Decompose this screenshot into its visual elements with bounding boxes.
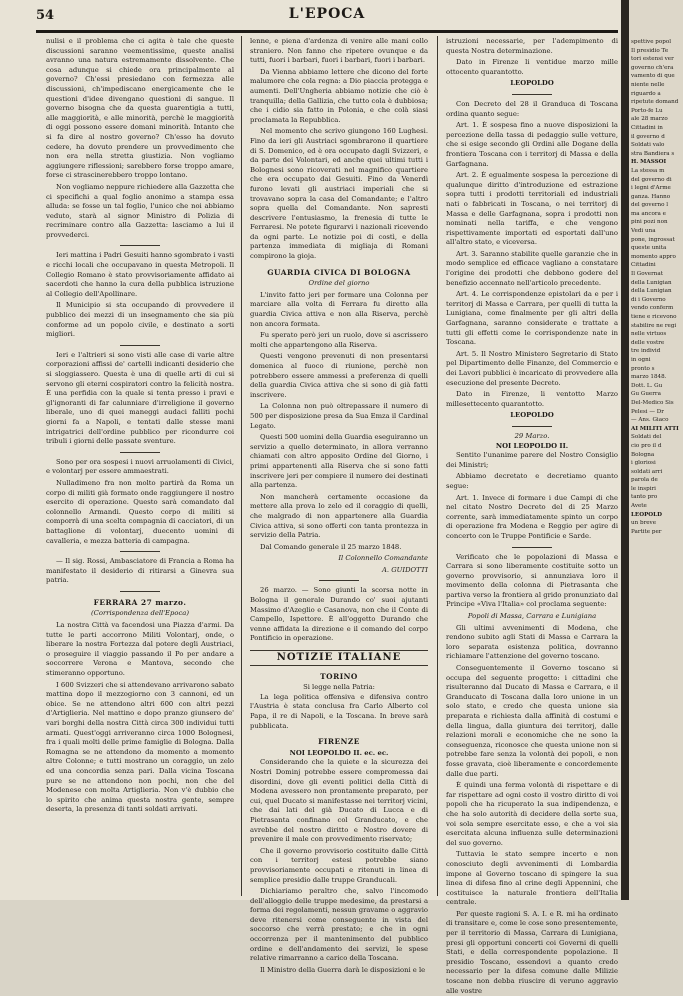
strip-line: delle vostre — [631, 339, 665, 346]
column-3 — [446, 37, 619, 995]
paragraph: Sono per ora sospesi i nuovi arruolamenti di Civici, e volontarj per essere ammaestrati. — [46, 457, 234, 476]
paragraph: Dal Comando generale il 25 marzo 1848. — [260, 542, 402, 551]
page-header — [36, 6, 618, 28]
section-subtitle: Si legge nella Patria: — [303, 683, 375, 692]
column-1 — [46, 37, 234, 895]
paragraph: I 600 Svizzeri che si attendevano arrivarono sabato mattina dopo il mezzogiorno con 3 cannoni, ed un obice. Se ne attendono altri 600 con altri pezzi d'Artiglieria. Nel mattino e dopo pranzo giunsero de' vari borghi della nostra Città circa 300 individui tutti armati. Quest'oggi arriveranno circa 1000 Bolognesi, fra i quali molti delle prime famiglie di Bologna. Dalla Romagna se ne attendono da momento a momento altre Colonne; e tutti mostrano un coraggio, un zelo ed una concordia senza pari. Dalla vicina Toscana pure se ne attendono non pochi, non che del Modenese con molta Artiglieria. Non v'è dubbio che lo spirito che anima questa nostra gente, sempre deserta, la presenza di tanti soldati arrivati. — [46, 680, 234, 814]
strip-line: — Ans. Giaco — [631, 417, 669, 424]
paragraph: Art. 1. È sospesa fino a nuove disposizioni la percezione della tassa di pedaggio sulle vetture, che si esige secondo gli Ordini alle Dogane della frontiera Toscana con i territorj di Massa e della Garfagnana. — [446, 121, 618, 168]
strip-line: Gu Guerra — [631, 391, 661, 398]
paragraph: Non vogliamo neppure richiedere alla Gazzetta che ci specifichi a qual foglio anonimo a stampa essa alluda: se fosse un tal foglio, l'unico che noi abbiamo veduto, starà al signor Ministro di Polizia di recriminare contro alla Gazzetta: lasciamo a lui il provvederci. — [46, 182, 234, 239]
strip-line: tiene e ricevono — [631, 314, 677, 320]
strip-line: pone, ingrossat — [631, 236, 675, 243]
strip-line: vendo conferm — [631, 305, 674, 312]
paragraph: istruzioni necessarie, per l'adempimento di questa Nostra determinazione. — [446, 37, 618, 55]
paragraph: Abbiamo decretato e decretiamo quanto segue: — [446, 472, 618, 490]
strip-line: Pelesi — Dr — [631, 408, 664, 415]
separator — [512, 94, 552, 95]
section-title-firenze: FIRENZE — [318, 737, 360, 747]
strip-line: spettive popol — [631, 39, 671, 45]
paragraph: Gli ultimi avvenimenti di Modena, che rendono subito agli Stati di Massa e Carrara la loro separata esistenza politica, dovranno richiamare l'attenzione del governo toscano. — [446, 623, 618, 661]
strip-line: ale 28 marzo — [631, 116, 668, 123]
separator — [120, 452, 160, 453]
paragraph: Art. 3. Saranno stabilite quelle garanzie che in modo semplice ed efficace vagliano a constatare l'origine dei prodotti che debbono godere del benefizio accennato nell'articolo precedente. — [446, 249, 618, 287]
column-divider — [437, 36, 438, 896]
decree-title: NOI LEOPOLDO II. — [495, 441, 569, 450]
strip-line: queste unita — [631, 245, 667, 252]
paragraph: Nulladimeno fra non molto partirà da Roma un corpo di militi già formato onde raggiungere il nostro esercito di operazione. Questo sarà comandato dal colonnello Armandi. Questo corpo di militi si comporrà di una scelta compagnia di cacciatori, di un battaglione di volontarj, duecento uomini di cavalleria, e mezza batteria di campagna. — [46, 478, 234, 545]
paragraph: Dato in Firenze, li ventotto Marzo millesettecento quarantotto. — [446, 390, 618, 408]
separator — [120, 591, 160, 592]
paragraph: Conseguentemente il Governo toscano si occupa del seguente progetto: i cittadini che risulteranno dal Ducato di Massa e Carrara, e il Granducato di Toscana dalla loro unione in un solo stato, e credo che questa unione sia preparata e richiesta dalla affinità di costumi e della lingua, dalla giuntura dei territorj, dalle relazioni morali e economiche che ne sono la conseguenza, riconosce che questa unione non si potrebbe fare senza la volontà dei popoli, e non fosse gravata, cioè liberamente e concordemente dalle due parti. — [446, 664, 618, 778]
header-rule — [36, 30, 618, 33]
paragraph: lenne, e piena d'ardenza di venire alle mani collo straniero. Non fanno che ripetere ovunque e da tutti, fuori i barbari, fuori i barbari, fuori i barbari. — [250, 37, 428, 65]
strip-line: pini pozi non — [631, 219, 668, 226]
strip-line: in ogni — [631, 356, 651, 363]
strip-line: tori estensi ver — [631, 56, 674, 63]
paragraph: L'invito fatto jeri per formare una Colonna per marciare alla volta di Ferrara fu diretto alla guardia Civica attiva e non alla Riserva, perchè non ancora formata. — [250, 290, 428, 328]
strip-line: niente nelle — [631, 81, 665, 88]
strip-line: ganza. Hanno — [631, 193, 671, 200]
strip-line: ripetute domand — [631, 99, 679, 106]
paragraph: Ieri mattina i Padri Gesuiti hanno sgombrato i vasti e ricchi locali che occupavano in questa Metropoli. Il Collegio Romano è stato provvisoriamente affidato ai sacerdoti che hanno la cura della pubblica istruzione al Collegio dell'Apollinare. — [46, 251, 234, 298]
paragraph: Con Decreto del 28 il Granduca di Toscana ordina quanto segue: — [446, 99, 618, 118]
strip-line: di i Governo — [631, 296, 666, 303]
section-title-ferrara: FERRARA 27 marzo. — [93, 597, 187, 607]
paragraph: Dato in Firenze li ventidue marzo mille ottocento quarantotto. — [446, 58, 618, 76]
strip-line: Del-Medico Sis — [631, 399, 674, 406]
section-title-notizie: NOTIZIE ITALIANE — [250, 650, 428, 666]
adjacent-page-strip — [629, 0, 683, 900]
paragraph: Art. 1. Invece di formare i due Campi di che nel citato Nostro Decreto del di 25 Marzo corrente, sarà immediatamente spinto un corpo di operazione fra Modena e Reggio per agire di concerto con le Truppe Pontificie e Sarde. — [446, 493, 618, 540]
strip-line: stra Bandiera s — [631, 150, 675, 157]
strip-line: tanto pro — [631, 494, 658, 501]
strip-line: Dott. L. Gu — [631, 382, 663, 389]
paragraph: La lega politica offensiva e difensiva contro l'Austria è stata conclusa fra Carlo Alberto col Papa, il re di Napoli, e la Toscana. In breve sarà pubblicata. — [250, 692, 428, 730]
section-title-massa: Popoli di Massa, Carrara e Lunigiana — [467, 612, 597, 621]
strip-line: pronto s — [631, 365, 655, 372]
paragraph: È quindi una ferma volontà di rispettare e di far rispettare ad ogni costo il vostro diritto di voi popoli che ha ricuperato la sua indipendenza, e che ha solo autorità di decidere della sorte sua, voi sola sempre esercitate esso, e che a voi sia esercitata alcuna influenza sulle determinazioni del suo governo. — [446, 781, 618, 847]
separator — [120, 345, 160, 346]
strip-line: Bologna — [631, 451, 655, 458]
paragraph: Fu sperato però jeri un ruolo, dove si ascrissero molti che appartengono alla Riserva. — [250, 331, 428, 349]
paragraph: 26 marzo. — Sono giunti la scorsa notte in Bologna il generale Durando co' suoi ajutanti Massimo d'Azeglio e Casanova, non che il Conte di Campello, Ispettore. È all'oggetto Durando che venne affidata la direzione e il comando del corpo Pontificio in operazione. — [250, 586, 428, 643]
paragraph: Sentito l'unanime parere del Nostro Consiglio dei Ministri; — [446, 451, 618, 469]
paragraph: La nostra Città va facendosi una Piazza d'armi. Da tutte le parti accorrono Militi Volontarj, onde, o liberare la nostra Fortezza dal potere degli Austriaci, o proseguire il viaggio passando il Po per andare a soccorrere Verona e Mantova, secondo che stimeranno opportuno. — [46, 621, 234, 678]
strip-line: le inspiri — [631, 485, 656, 492]
strip-line: Soldati del — [631, 434, 662, 441]
paragraph: Dichiariamo peraltro che, salvo l'incomodo dell'alloggio delle truppe medesime, da prestarsi a forma dei regolamenti, nessun gravame o aggravio deve ritenersi come conseguente in vista del soccorso che verrà prestato; e che in ogni occorrenza per il mantenimento del pubblico ordine e dell'andamento dei servizi, le spese relative rimarranno a carico della Toscana. — [250, 887, 428, 963]
strip-line: Soldati valo — [631, 142, 665, 149]
signature-title: Il Colonnello Comandante — [338, 554, 428, 563]
paragraph: Il Municipio si sta occupando di provvedere il pubblico dei mezzi di un insegnamento che sia più conforme ad un popolo civile, e destinato a sorti migliori. — [46, 301, 234, 339]
paragraph: Ieri e l'altrieri si sono visti alle case di varie altre corporazioni affissi de' cartelli indicanti desiderio che si sloggiassero. Questa è una di quelle arti di cui si servono gli eterni cospiratori contro la felicità nostra. È una perfidia con la quale si tenta presso i pravi e gl'ignoranti di far calunniare d'irreligione il governo liberale, uno di quei maneggi audaci falliti pochi giorni fa a Napoli, e tentati dalle stesse mani intrigatrici dell'ordine pubblico per ricondurre coi tribuli i giorni delle passate sventure. — [46, 350, 234, 446]
strip-line: stabilire ne regi — [631, 322, 677, 329]
masthead: L'EPOCA — [288, 6, 366, 22]
section-title-torino: TORINO — [320, 671, 358, 681]
section-title-guardia: GUARDIA CIVICA DI BOLOGNA — [267, 267, 411, 277]
strip-line: tre individ — [631, 348, 661, 355]
paragraph: Il Ministro della Guerra darà le disposizioni e le — [260, 965, 426, 974]
strip-line: della Lunigian — [631, 288, 672, 295]
strip-line: i gloriosi — [631, 460, 656, 467]
strip-line: nelle virtuos — [631, 331, 667, 338]
paragraph: Da Vienna abbiamo lettere che dicono del forte malumore che cola regna: a Dio piaccia protegga e aumenti. Dell'Ungheria abbiamo notizie che ciò è tranquilla; della Gallizia, che tutto cola è dubbiosa; che i cidio sia fatto in Polonia, e che colà siasi proclamata la Repubblica. — [250, 67, 428, 124]
strip-line: La stessa m — [631, 167, 665, 174]
strip-line: ma ancora e — [631, 210, 666, 217]
strip-line: Avete — [631, 503, 647, 510]
strip-line: marzo 1848. — [631, 374, 667, 381]
paragraph: Art. 5. Il Nostro Ministero Segretario di Stato pel Dipartimento delle Finanze, del Commercio e dei Lavori pubblici è incaricato di provvedere alla esecuzione del presente Decreto. — [446, 349, 618, 387]
section-subtitle: (Corrispondenza dell'Epoca) — [91, 609, 189, 618]
paragraph: nulisi e il problema che ci agita è tale che queste discussioni saranno veementissime, queste analisi avranno una natura estremamente dissolvente. Che cosa adunque si chiede ora principalmente al governo? Ch'essi presiedano con fermezza alle discussioni, ch'impediscano energicamente che le questioni d'idee divengano questioni di sangue. Il governo bisogna che da questa guarentigia a tutti, alle maggiorità, e alle minorità, perchè le maggiorità di oggi possono essere domani minorità. Intanto che si fa dire al nostro governo? Ch'esso ha dovuto cedere, ha dovuto prendere un provvedimento che non era nella stretta giustizia. Non vogliamo aggiungere riflessioni; sarebbero forse troppo amare, forse ci strascinerebbero troppo lontano. — [46, 37, 234, 180]
strip-line: Porto-fe Lu — [631, 107, 663, 114]
strip-line: i legni d'Arme — [631, 185, 671, 192]
column-divider — [241, 36, 242, 896]
paragraph: — Il sig. Rossi, Ambasciatore di Francia a Roma ha manifestato il desiderio di ritirarsi a Ginevra sua patria. — [46, 557, 234, 585]
strip-line: LEOPOLD — [631, 511, 662, 518]
strip-line: Partite per — [631, 528, 662, 535]
strip-line: parola de — [631, 477, 658, 484]
strip-line: Vedi una — [631, 228, 656, 235]
date-label: 29 Marzo. — [514, 431, 550, 440]
separator — [120, 245, 160, 246]
strip-line: Cittadini in — [631, 124, 663, 131]
strip-line: Il presidio Te — [631, 47, 669, 54]
binding-gutter — [621, 0, 629, 900]
paragraph: Questi vengono prevenuti di non presentarsi domenica al fuoco di riunione, perchè non potrebbero essere ammessi a preferenza di quelli della guardia Civica attiva che si sono di già fatti inscrivere. — [250, 352, 428, 399]
paragraph: Verificato che le popolazioni di Massa e Carrara si sono liberamente costituite sotto un governo provvisorio, si annunziava loro il movimento della colonna di Pietrasanta che partiva verso la frontiera al grido pronunziato dal Principe «Viva l'Italia» col proclama seguente: — [446, 552, 618, 609]
separator — [120, 551, 160, 552]
paragraph: Per queste ragioni S. A. I. e R. mi ha ordinato di transitare e, come le cose sono presentemente, per il territorio di Massa, Carrara di Lunigiana, presi gli opportuni concerti coi Governi di quelli Stati, e della correspondente popolazione. Il presidio Toscano, essendovi a quanto credo necessario per la difesa comune dalle Milizie toscane non debba riuscire di veruno aggravio alle vostre — [446, 909, 619, 995]
paragraph: Art. 2. È egualmente sospesa la percezione di qualunque diritto d'introduzione ed estrazione sopra tutti i prodotti territoriali ed industriali nati o fabbricati in Toscana, o nei territorj di Massa e delle Garfagnana, sopra i prodotti non nominati nella tariffa, e che vengono rispettivamente importati ed esportati dall'uno all'altro stato, e viceversa. — [446, 171, 618, 247]
separator — [319, 580, 359, 581]
separator — [512, 547, 552, 548]
strip-line: della Lunigian — [631, 279, 672, 286]
paragraph: La Colonna non può oltrepassare il numero di 500 per disposizione presa da Sua Emza il Cardinal Legato. — [250, 402, 428, 430]
section-subtitle: Ordine del giorno — [308, 279, 370, 288]
strip-line: del governo l — [631, 202, 669, 209]
column-2 — [250, 37, 428, 974]
paragraph: Tuttavia le stato sempre incerto e non conosciuto degli avvenimenti di Lombardia impone al Governo toscano di spingere la sua linea di difesa fino al crine degli Appennini, che costituisce la naturale frontiera dell'Italia centrale. — [446, 850, 618, 907]
strip-line: governo ch'era — [631, 64, 674, 71]
signature-name: A. GUIDOTTI — [382, 565, 428, 574]
strip-line: Il Governat — [631, 271, 663, 278]
strip-line: del governo di — [631, 176, 672, 183]
paragraph: Art. 4. Le corrispondenze epistolari da e per i territorj di Massa e Carrara, per quelli di tutta la Lunigiana, come finalmente per gli altri della Garfagnana, saranno considerate e trattate a tutti gli effetti come le corrispondenze nate in Toscana. — [446, 290, 618, 347]
paragraph: Nel momento che scrivo giungono 160 Lughesi. Fino da ieri gli Austriaci sgombrarono il quartiere di S. Domenico, ed è ora occupato dagli Svizzeri, e da parte dei Volontari, ed anche quei ultimi tutti i Bolognesi sono ricoverati nel magnifico quartiere che era occupato dai Gesuiti. Fino da Venerdì furono levati gli austriaci imperiali che si trovavano sopra la casa del Comandante; e l'altro sopra quella del Comandante. Non sapresti descrivere l'entusiasmo, la frenesia di tutte le Ferraresi. Ne potete figurarvi i nazionali ricevendo da ogni parte. Le notizie poi di costì, e della partenza immediata di migliaja di Romani compirono la gioja. — [250, 127, 428, 261]
strip-line: il governo d — [631, 133, 665, 140]
decree-title: NOI LEOPOLDO II. ec. ec. — [289, 748, 389, 757]
paragraph: Considerando che la quiete e la sicurezza dei Nostri Dominj potrebbe essere compromessa dai disordini, dove gli eventi politici della Città di Modena avessero non prontamente preparato, per cui, quel Ducato si manifestasse nei territorj vicini, che dai lati del già Ducato di Lucca e di Pietrasanta confinano col Granducato, e che avrebbe del nostro diritto e Nostro dovere di prevenire il male con provvedimento riservato; — [250, 758, 428, 844]
signature-leopoldo: LEOPOLDO — [510, 411, 554, 420]
strip-line: vamento di que — [631, 73, 675, 80]
paragraph: Non mancherà certamente occasione da mettere alla prova lo zelo ed il coraggio di quelli, che malgrado di non appartenere alla Guardia Civica attiva, si sono offerti con tanta prontezza in servizio della Patria. — [250, 492, 428, 540]
strip-line: cio pro il d — [631, 442, 662, 449]
separator — [512, 426, 552, 427]
strip-line: soldati arri — [631, 468, 663, 475]
signature-leopoldo: LEOPOLDO — [510, 79, 554, 88]
strip-line: H. MASSOI — [631, 159, 667, 166]
paragraph: Questi 500 uomini della Guardia eseguiranno un servizio a quello determinato, in allora verranno chiamati con altro apposito Ordine del Giorno, i primi appartenenti alla Riserva che si sono fatti inscrivere jeri per compiere il numero dei destinati alla partenza. — [250, 433, 428, 490]
strip-line: riguardo a — [631, 90, 661, 97]
strip-line: Cittadini — [631, 262, 656, 269]
strip-line: momento appro — [631, 253, 676, 260]
strip-line: un breve — [631, 520, 657, 527]
strip-line: AI MILITI ATTI — [631, 425, 679, 432]
page-number: 54 — [36, 8, 55, 23]
paragraph: Che il governo provvisorio costituito dalle Città con i territorj estesi potrebbe siano provvisoriamente occupati e ritenuti in linea di semplice presidio dalle truppe Granducali. — [250, 846, 428, 884]
